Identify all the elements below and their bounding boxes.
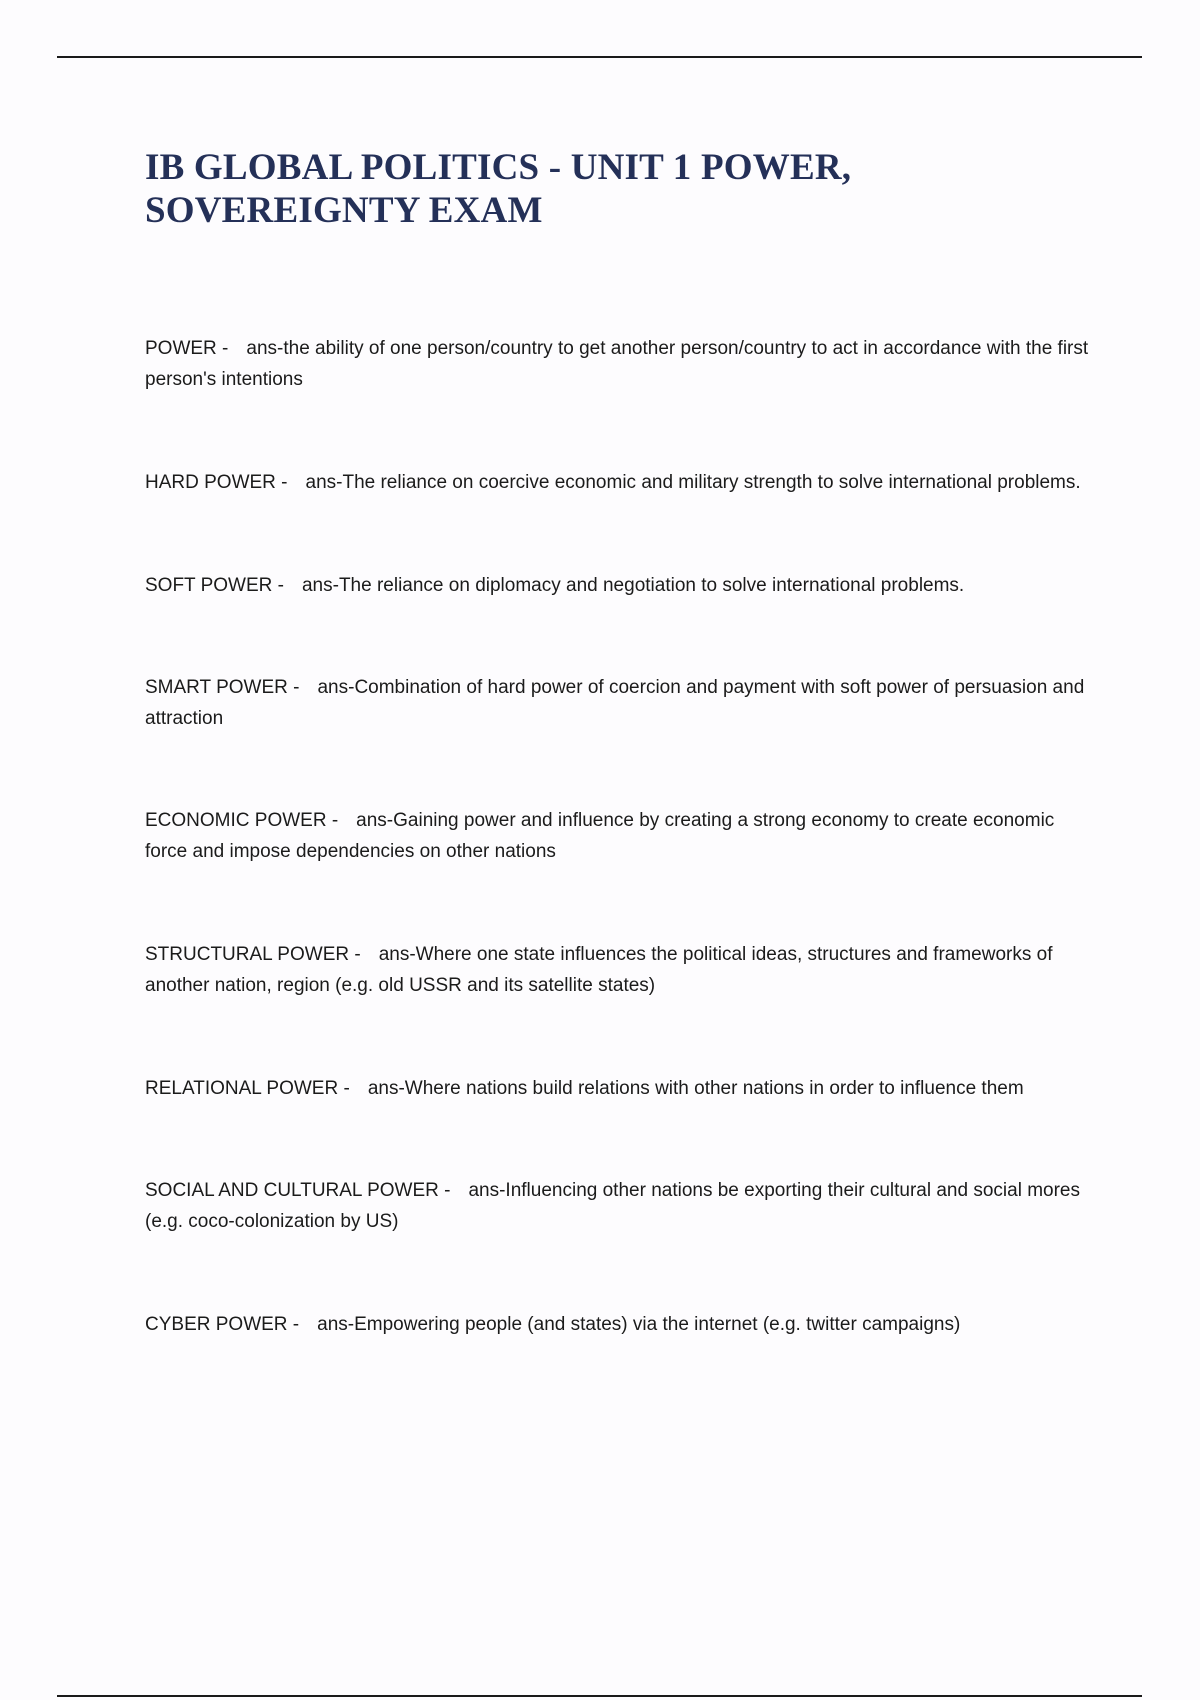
entry-answer: ans-The reliance on coercive economic and military strength to solve international problems. [305,472,1081,493]
entry-answer: ans-Empowering people (and states) via the internet (e.g. twitter campaigns) [317,1314,961,1335]
top-rule [57,56,1142,58]
entry-term: SMART POWER - [145,677,300,698]
entry-answer: ans-Combination of hard power of coercion and payment with soft power of persuasion and attraction [145,677,1085,729]
entry-term: SOFT POWER - [145,575,284,596]
definition-entry [145,1175,1090,1237]
entry-answer: ans-Influencing other nations be exporting their cultural and social mores (e.g. coco-colonization by US) [145,1180,1080,1232]
page-title: IB GLOBAL POLITICS - UNIT 1 POWER, SOVEREIGNTY EXAM [145,147,852,231]
entry-answer: ans-The reliance on diplomacy and negotiation to solve international problems. [301,575,965,596]
entry-term: CYBER POWER - [145,1314,300,1335]
entry-term: HARD POWER - [145,472,288,493]
definition-entry [145,939,1090,1001]
entry-answer: ans-Where nations build relations with other nations in order to influence them [367,1078,1024,1099]
entry-term: ECONOMIC POWER - [145,810,339,831]
entry-term: SOCIAL AND CULTURAL POWER - [145,1180,451,1201]
entry-term: POWER - [145,338,229,359]
entry-answer: ans-Where one state influences the political ideas, structures and frameworks of another nation, region (e.g. old USSR and its satellite states) [145,944,1053,996]
entry-term: RELATIONAL POWER - [145,1078,350,1099]
bottom-rule [57,1695,1142,1697]
definition-entry [145,467,1090,498]
entry-answer: ans-the ability of one person/country to get another person/country to act in accordance with the first person's intentions [145,338,1089,390]
definition-entry [145,570,1090,601]
definition-entry [145,805,1090,867]
definition-entry [145,1073,1090,1104]
definition-entry [145,1309,1090,1340]
definition-entry [145,672,1090,734]
entry-term: STRUCTURAL POWER - [145,944,361,965]
definition-entry [145,333,1090,395]
entry-answer: ans-Gaining power and influence by creating a strong economy to create economic force and impose dependencies on other nations [145,810,1055,862]
definition-list [145,333,1090,1340]
